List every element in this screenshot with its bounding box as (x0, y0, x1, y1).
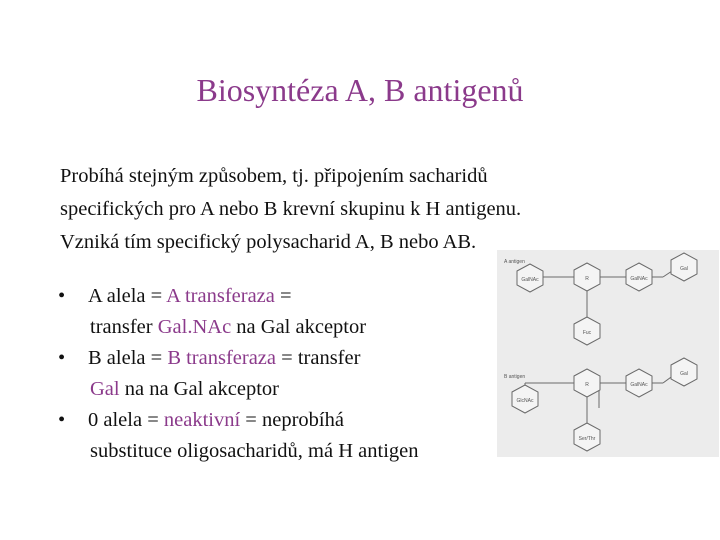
bullet-o-text: = neprobíhá (240, 409, 344, 431)
svg-text:GalNAc: GalNAc (521, 277, 539, 283)
bullet-a-text: na Gal akceptor (231, 316, 367, 338)
b-antigen-label: B antigen (504, 374, 526, 380)
node-galnac-a (626, 263, 652, 291)
bullet-a-line-1 (58, 281, 488, 312)
bullet-a-text: = (274, 285, 292, 307)
bullet-dot: • (58, 285, 66, 307)
node-gal-a (671, 253, 697, 281)
bullet-a-text: A alela = (88, 285, 167, 307)
intro-line-2: specifických pro A nebo B krevní skupinu k H antigenu. (60, 198, 522, 220)
bullet-o-text: substituce oligosacharidů, má H antigen (90, 440, 419, 462)
svg-text:GlcNAc: GlcNAc (516, 398, 534, 404)
node-fuc-a (574, 317, 600, 345)
node-galnac-b (626, 369, 652, 397)
bullet-b-line-1 (58, 343, 488, 374)
bullet-a-text: transfer (90, 316, 158, 338)
svg-text:Ser/Thr: Ser/Thr (578, 436, 596, 442)
intro-paragraph (60, 160, 660, 259)
bullet-o-text: 0 alela = (88, 409, 164, 431)
a-antigen-label: A antigen (504, 259, 525, 265)
bullet-a-line-2 (58, 312, 488, 343)
node-glc-b (512, 385, 538, 413)
bullet-dot: • (58, 347, 66, 369)
bullet-o-line-1 (58, 405, 488, 436)
svg-text:GalNAc: GalNAc (630, 382, 648, 388)
svg-text:GalNAc: GalNAc (630, 276, 648, 282)
bullet-b-text: = transfer (276, 347, 361, 369)
bullet-b-line-2 (58, 374, 488, 405)
svg-text:R: R (585, 382, 589, 388)
bullet-b-text: B alela = (88, 347, 168, 369)
node-r-b (574, 369, 600, 397)
a-transferase-term: A transferaza (166, 285, 275, 307)
svg-text:Gal: Gal (680, 371, 688, 377)
bullet-list (58, 281, 488, 467)
bullet-o-line-2 (58, 436, 488, 467)
antigen-structure-diagram (497, 250, 719, 457)
svg-text:R: R (585, 276, 589, 282)
galnac-term: Gal.NAc (157, 316, 232, 338)
intro-line-1: Probíhá stejným způsobem, tj. připojením sacharidů (60, 165, 488, 187)
bullet-dot: • (58, 409, 66, 431)
b-transferase-term: B transferaza (167, 347, 277, 369)
gal-term: Gal (90, 378, 120, 400)
node-glcnac-a (574, 263, 600, 291)
svg-text:Gal: Gal (680, 266, 688, 272)
node-fuc-b (574, 423, 600, 451)
intro-line-3: Vzniká tím specifický polysacharid A, B nebo AB. (60, 231, 477, 253)
slide-title: Biosyntéza A, B antigenů (196, 72, 524, 108)
node-gal-b (671, 358, 697, 386)
bullet-b-text: na na Gal akceptor (119, 378, 279, 400)
inactive-term: neaktivní (163, 409, 241, 431)
node-r-a (517, 264, 543, 292)
svg-text:Fuc: Fuc (582, 330, 592, 336)
